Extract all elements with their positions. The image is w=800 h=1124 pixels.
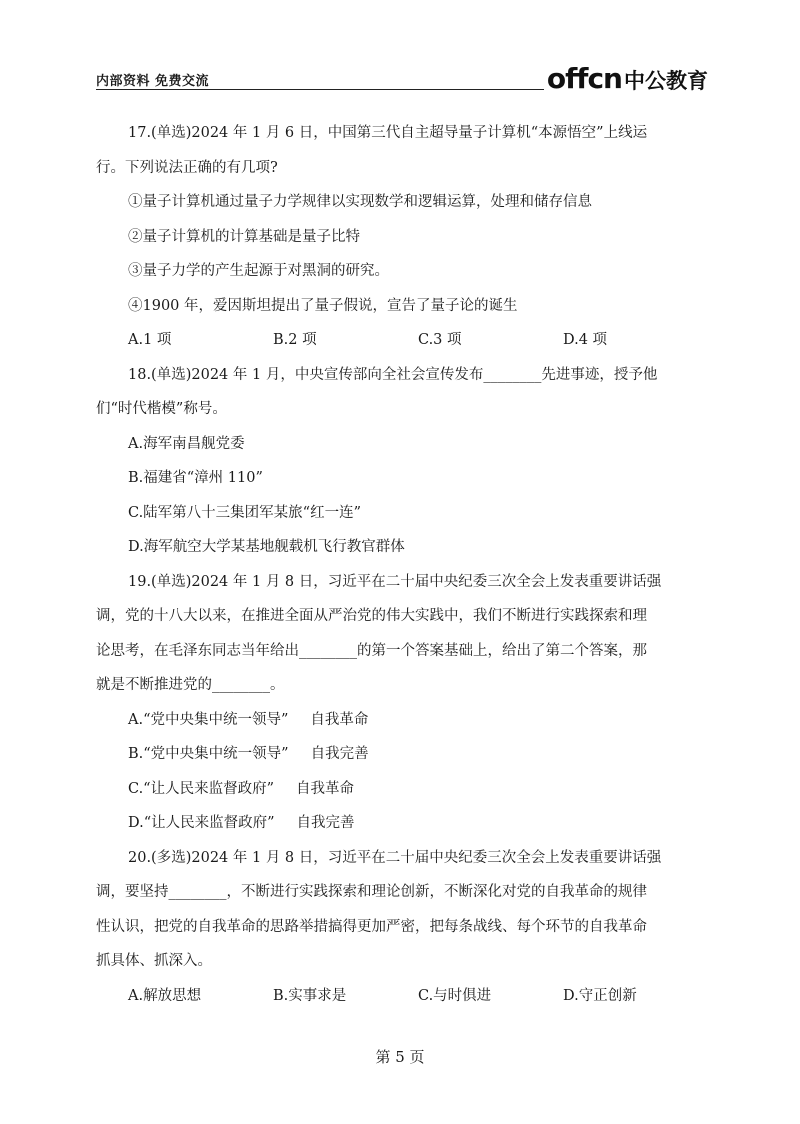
q19-stem-line-1: 19.(单选)2024 年 1 月 8 日，习近平在二十届中央纪委三次全会上发表重要讲话强 bbox=[128, 573, 662, 590]
q19-option-c bbox=[128, 772, 708, 807]
q19-option-a-first: A.“党中央集中统一领导” bbox=[128, 711, 289, 728]
q18-option-a: A.海军南昌舰党委 bbox=[128, 435, 245, 452]
q19-option-b-first: B.“党中央集中统一领导” bbox=[128, 746, 289, 762]
offcn-logo bbox=[547, 62, 708, 95]
header-rule bbox=[96, 89, 544, 90]
logo-chinese-text: 中公教育 bbox=[624, 69, 708, 93]
q19-option-b bbox=[128, 737, 708, 772]
q17-option-b: B.2 项 bbox=[273, 332, 317, 348]
q17-statement-1: ①量子计算机通过量子力学规律以实现数学和逻辑运算，处理和储存信息 bbox=[128, 194, 592, 210]
q20-stem-line-2: 调，要坚持________，不断进行实践探索和理论创新，不断深化对党的自我革命的规律 bbox=[96, 884, 647, 900]
q19-option-d-first: D.“让人民来监督政府” bbox=[128, 815, 275, 831]
q20-options bbox=[128, 979, 708, 1014]
question-content bbox=[96, 116, 708, 1013]
q17-statement-3: ③量子力学的产生起源于对黑洞的研究。 bbox=[128, 263, 389, 279]
q18-stem-line-2: 们“时代楷模”称号。 bbox=[96, 401, 227, 417]
q19-option-d-second: 自我完善 bbox=[296, 815, 355, 831]
logo-latin-text: offcn bbox=[546, 62, 622, 95]
q17-stem-line-2: 行。下列说法正确的有几项? bbox=[96, 159, 278, 176]
q19-stem-line-2: 调，党的十八大以来，在推进全面从严治党的伟大实践中，我们不断进行实践探索和理 bbox=[96, 608, 647, 624]
q20-stem-line-1: 20.(多选)2024 年 1 月 8 日，习近平在二十届中央纪委三次全会上发表重要讲话强 bbox=[128, 849, 662, 866]
q19-option-d bbox=[128, 806, 708, 841]
q17-option-a: A.1 项 bbox=[128, 332, 172, 348]
q18-option-b: B.福建省“漳州 110” bbox=[128, 470, 263, 486]
q18-stem-line-1: 18.(单选)2024 年 1 月，中央宣传部向全社会宣传发布________先进事迹，授予他 bbox=[128, 366, 658, 383]
q19-option-c-second: 自我革命 bbox=[296, 780, 355, 797]
q19-option-c-first: C.“让人民来监督政府” bbox=[128, 780, 275, 797]
q19-option-a-second: 自我革命 bbox=[310, 711, 369, 728]
q17-statement-2: ②量子计算机的计算基础是量子比特 bbox=[128, 228, 360, 245]
q17-options bbox=[128, 323, 708, 358]
q17-statement-4: ④1900 年，爱因斯坦提出了量子假说，宣告了量子论的诞生 bbox=[128, 297, 518, 314]
q20-stem-line-4: 抓具体、抓深入。 bbox=[96, 953, 212, 969]
q20-option-b: B.实事求是 bbox=[273, 987, 347, 1004]
page-number: 第 5 页 bbox=[375, 1048, 425, 1066]
q20-option-a: A.解放思想 bbox=[128, 987, 202, 1004]
q18-option-c: C.陆军第八十三集团军某旅“红一连” bbox=[128, 504, 362, 521]
header-note: 内部资料 免费交流 bbox=[96, 74, 210, 89]
q17-option-d: D.4 项 bbox=[563, 332, 608, 348]
page-header bbox=[96, 62, 708, 95]
q19-stem-line-4: 就是不断推进党的________。 bbox=[96, 677, 285, 693]
q20-option-d: D.守正创新 bbox=[563, 987, 637, 1004]
q20-stem-line-3: 性认识，把党的自我革命的思路举措搞得更加严密，把每条战线、每个环节的自我革命 bbox=[96, 918, 647, 935]
q19-stem-line-3: 论思考，在毛泽东同志当年给出________的第一个答案基础上，给出了第二个答案，那 bbox=[96, 642, 647, 659]
q19-option-a bbox=[128, 703, 708, 738]
q17-option-c: C.3 项 bbox=[418, 332, 462, 348]
q17-stem-line-1: 17.(单选)2024 年 1 月 6 日，中国第三代自主超导量子计算机“本源悟空”上线运 bbox=[128, 125, 648, 141]
q20-option-c: C.与时俱进 bbox=[418, 987, 492, 1004]
q19-option-b-second: 自我完善 bbox=[310, 746, 369, 762]
q18-option-d: D.海军航空大学某基地舰载机飞行教官群体 bbox=[128, 539, 405, 555]
